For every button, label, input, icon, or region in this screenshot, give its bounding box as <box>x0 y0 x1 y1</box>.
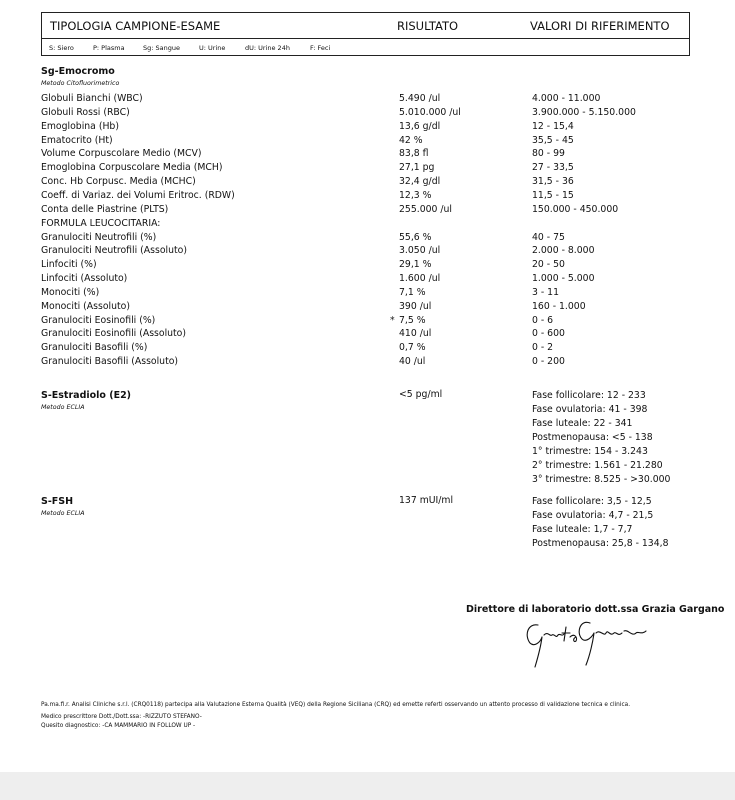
table-row <box>41 107 701 121</box>
reference-line: 3° trimestre: 8.525 - >30.000 <box>532 474 671 485</box>
column-result: RISULTATO <box>397 19 459 33</box>
table-row <box>41 315 701 329</box>
section-title-fsh: S-FSH <box>41 496 74 507</box>
sample-legend-row <box>42 39 689 56</box>
reference-range: 3.900.000 - 5.150.000 <box>532 106 636 118</box>
section-title-estradiolo: S-Estradiolo (E2) <box>41 390 132 401</box>
table-row <box>41 356 701 370</box>
test-value: 83,8 fl <box>399 148 429 160</box>
test-name: FORMULA LEUCOCITARIA: <box>41 217 161 229</box>
table-row <box>41 232 701 246</box>
section-title-emocromo: Sg-Emocromo <box>41 66 115 77</box>
test-name: Linfociti (%) <box>41 259 97 271</box>
test-value: 410 /ul <box>399 328 432 340</box>
table-row <box>41 328 701 342</box>
test-value: 32,4 g/dl <box>399 176 441 188</box>
test-value: 13,6 g/dl <box>399 120 441 132</box>
legend-item: S: Siero <box>49 44 74 52</box>
reference-range: 1.000 - 5.000 <box>532 273 595 285</box>
test-name: Monociti (%) <box>41 286 100 298</box>
table-row <box>41 148 701 162</box>
section-method-estradiolo: Metodo ECLIA <box>41 404 85 411</box>
test-name: Emoglobina (Hb) <box>41 120 119 132</box>
reference-range: 2.000 - 8.000 <box>532 245 595 257</box>
reference-range: 40 - 75 <box>532 231 565 243</box>
section-method-fsh: Metodo ECLIA <box>41 510 85 517</box>
footer-prescriber: Medico prescrittore Dott./Dott.ssa: -RIZZUTO STEFANO- <box>41 714 202 720</box>
footer-quality-statement: Pa.ma.fi.r. Analisi Cliniche s.r.l. (CRQ0118) partecipa alla Valutazione Esterna Qualità (VEQ) della Regione Siciliana (CRQ) ed emette referti osservando un attento processo di validazione tecnica e clinica. <box>41 702 631 708</box>
legend-item: P: Plasma <box>93 44 125 52</box>
reference-range: 12 - 15,4 <box>532 120 574 132</box>
table-row <box>41 135 701 149</box>
handwritten-signature <box>520 615 670 670</box>
header-columns-row <box>42 13 689 39</box>
reference-range: 0 - 2 <box>532 342 554 354</box>
test-value: 5.490 /ul <box>399 93 441 104</box>
table-row <box>41 204 701 218</box>
table-row <box>41 301 701 315</box>
table-row <box>41 287 701 301</box>
table-row <box>41 218 701 232</box>
fsh-result: 137 mUI/ml <box>399 495 454 506</box>
test-name: Granulociti Basofili (%) <box>41 342 148 354</box>
reference-range: 31,5 - 36 <box>532 176 574 188</box>
test-name: Volume Corpuscolare Medio (MCV) <box>41 148 202 160</box>
test-name: Conta delle Piastrine (PLTS) <box>41 203 169 215</box>
test-value: 1.600 /ul <box>399 273 441 285</box>
reference-range: 20 - 50 <box>532 259 565 271</box>
reference-range: 0 - 6 <box>532 314 554 326</box>
test-name: Globuli Bianchi (WBC) <box>41 93 143 104</box>
test-value: 29,1 % <box>399 259 432 271</box>
reference-range: 27 - 33,5 <box>532 162 574 174</box>
report-header-box <box>41 12 690 56</box>
reference-line: Fase luteale: 22 - 341 <box>532 418 633 429</box>
legend-item: Sg: Sangue <box>143 44 180 52</box>
test-value: 255.000 /ul <box>399 203 453 215</box>
reference-range: 3 - 11 <box>532 286 560 298</box>
test-name: Ematocrito (Ht) <box>41 134 113 146</box>
legend-item: F: Feci <box>310 44 331 52</box>
test-name: Linfociti (Assoluto) <box>41 273 128 285</box>
legend-item: U: Urine <box>199 44 226 52</box>
test-name: Globuli Rossi (RBC) <box>41 106 130 118</box>
column-reference-values: VALORI DI RIFERIMENTO <box>530 19 670 33</box>
director-signature-label: Direttore di laboratorio dott.ssa Grazia Gargano <box>466 604 725 615</box>
test-name: Granulociti Basofili (Assoluto) <box>41 356 179 368</box>
reference-line: Postmenopausa: 25,8 - 134,8 <box>532 538 669 549</box>
test-value: 42 % <box>399 134 423 146</box>
test-value: 7,1 % <box>399 286 426 298</box>
reference-range: 0 - 200 <box>532 356 565 368</box>
viewer-bottom-bar <box>0 772 735 800</box>
test-name: Conc. Hb Corpusc. Media (MCHC) <box>41 176 196 188</box>
reference-range: 160 - 1.000 <box>532 300 586 312</box>
abnormal-flag: * <box>390 314 395 326</box>
reference-line: Fase follicolare: 3,5 - 12,5 <box>532 496 652 507</box>
test-value: 0,7 % <box>399 342 426 354</box>
table-row <box>41 342 701 356</box>
reference-line: 2° trimestre: 1.561 - 21.280 <box>532 460 663 471</box>
test-value: 390 /ul <box>399 300 432 312</box>
reference-line: Fase ovulatoria: 4,7 - 21,5 <box>532 510 654 521</box>
reference-range: 11,5 - 15 <box>532 189 574 201</box>
estradiolo-reference-list <box>532 389 670 487</box>
reference-range: 35,5 - 45 <box>532 134 574 146</box>
table-row <box>41 176 701 190</box>
reference-line: Fase ovulatoria: 41 - 398 <box>532 404 648 415</box>
reference-range: 150.000 - 450.000 <box>532 203 619 215</box>
table-row <box>41 93 701 107</box>
reference-line: 1° trimestre: 154 - 3.243 <box>532 446 648 457</box>
test-name: Granulociti Eosinofili (Assoluto) <box>41 328 187 340</box>
estradiolo-result: <5 pg/ml <box>399 389 443 400</box>
test-name: Monociti (Assoluto) <box>41 300 130 312</box>
table-row <box>41 259 701 273</box>
section-method-emocromo: Metodo Citofluorimetrico <box>41 80 120 87</box>
table-row <box>41 190 701 204</box>
column-sample-type: TIPOLOGIA CAMPIONE-ESAME <box>50 19 221 33</box>
reference-range: 0 - 600 <box>532 328 565 340</box>
reference-range: 4.000 - 11.000 <box>532 93 601 104</box>
reference-line: Postmenopausa: <5 - 138 <box>532 432 653 443</box>
footer-diagnostic-question: Quesito diagnostico: -CA MAMMARIO IN FOLLOW UP - <box>41 723 196 729</box>
test-name: Granulociti Eosinofili (%) <box>41 314 156 326</box>
test-name: Coeff. di Variaz. dei Volumi Eritroc. (RDW) <box>41 189 235 201</box>
test-name: Granulociti Neutrofili (%) <box>41 231 157 243</box>
table-row <box>41 162 701 176</box>
test-value: 3.050 /ul <box>399 245 441 257</box>
reference-range: 80 - 99 <box>532 148 565 160</box>
test-name: Emoglobina Corpuscolare Media (MCH) <box>41 162 223 174</box>
fsh-reference-list <box>532 495 669 551</box>
reference-line: Fase follicolare: 12 - 233 <box>532 390 646 401</box>
table-row <box>41 121 701 135</box>
table-row <box>41 245 701 259</box>
test-value: 12,3 % <box>399 189 432 201</box>
table-row <box>41 273 701 287</box>
test-value: 5.010.000 /ul <box>399 106 461 118</box>
legend-item: dU: Urine 24h <box>245 44 290 52</box>
test-value: 55,6 % <box>399 231 432 243</box>
test-value: 40 /ul <box>399 356 426 368</box>
test-value: 27,1 pg <box>399 162 435 174</box>
reference-line: Fase luteale: 1,7 - 7,7 <box>532 524 633 535</box>
test-value: 7,5 % <box>399 314 426 326</box>
test-name: Granulociti Neutrofili (Assoluto) <box>41 245 187 257</box>
